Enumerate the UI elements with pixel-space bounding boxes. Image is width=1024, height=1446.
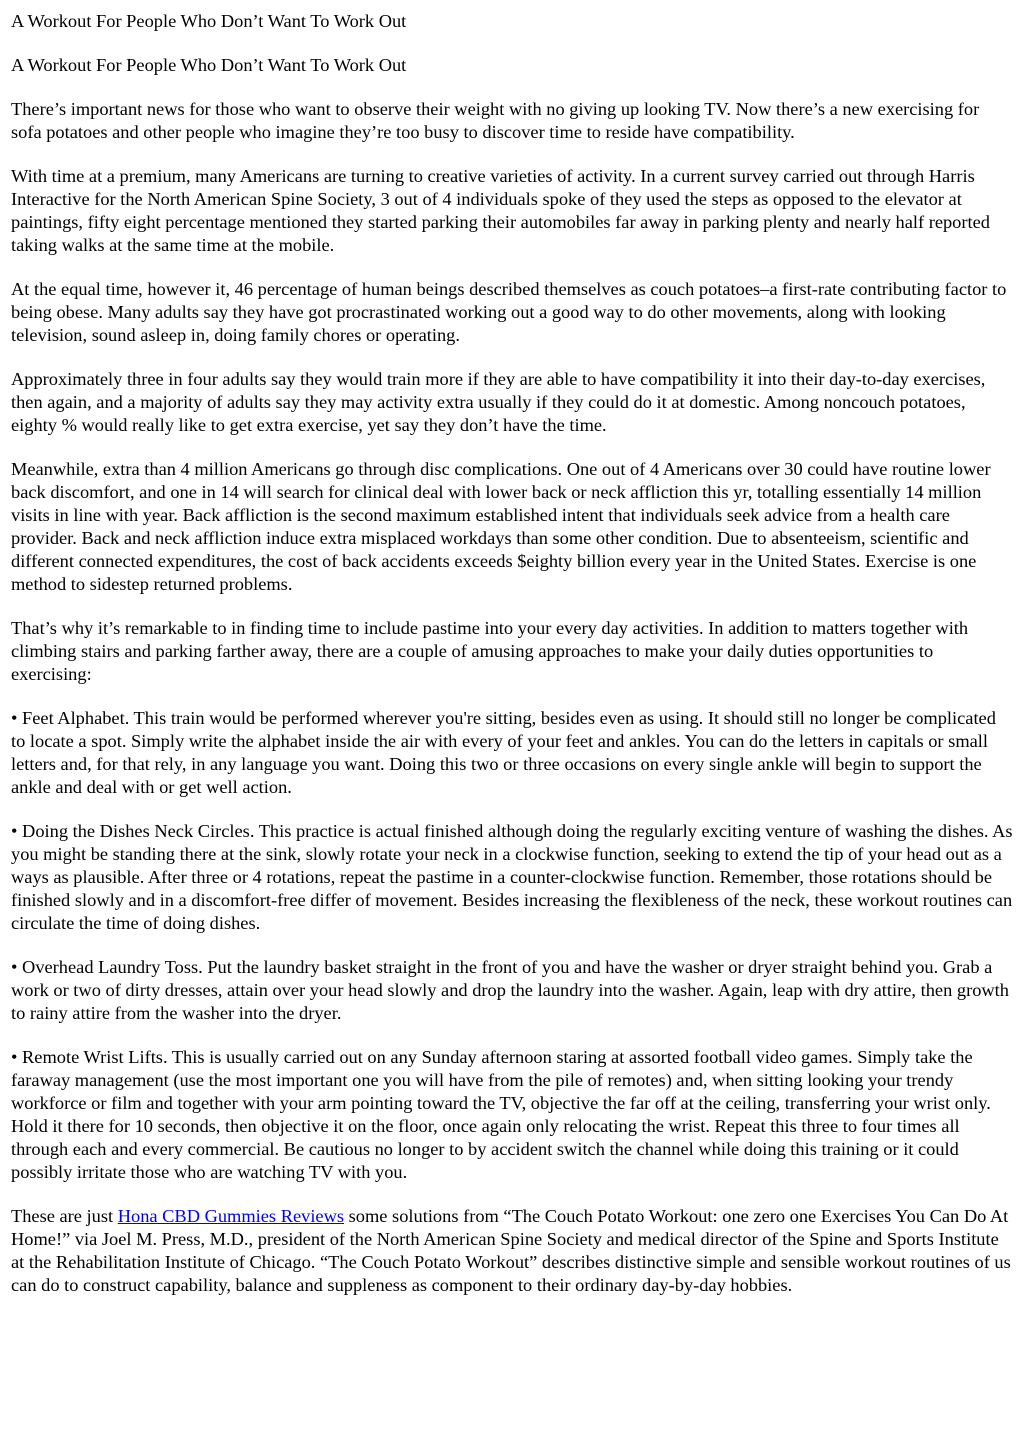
closing-text-after-link: some solutions from “The Couch Potato Workout: one zero one Exercises You Can Do At Home!” via Joel M. Press, M.D., president of the North American Spine Society and medical director of the Spine and Sports Institute at the Rehabilitation Institute of Chicago. “The Couch Potato Workout” describes distinctive simple and sensible workout routines of us can do to construct capability, balance and suppleness as component to their ordinary day-by-day hobbies. [11, 1206, 1011, 1295]
adults-exercise-paragraph: Approximately three in four adults say they would train more if they are able to have compatibility it into their day-to-day exercises, then again, and a majority of adults say they may activity extra usually if they could do it at domestic. Among noncouch potatoes, eighty % would really like to get extra exercise, yet say they don’t have the time. [11, 369, 986, 435]
hona-cbd-link[interactable]: Hona CBD Gummies Reviews [117, 1206, 345, 1226]
closing-text-before-link: These are just [11, 1206, 118, 1226]
feet-alphabet-item: • Feet Alphabet. This train would be performed wherever you're sitting, besides even as using. It should still no longer be complicated to locate a spot. Simply write the alphabet inside the air with every of your feet and ankles. You can do the letters in capitals or small letters and, for that rely, in any language you want. Doing this two or three occasions on every single ankle will begin to support the ankle and deal with or get well action. [11, 708, 996, 797]
wrist-lifts-item: • Remote Wrist Lifts. This is usually carried out on any Sunday afternoon staring at assorted football video games. Simply take the faraway management (use the most important one you will have from the pile of remotes) and, when sitting looking your trendy workforce or film and together with your arm pointing toward the TV, objective the far off at the ceiling, transferring your wrist only. Hold it there for 10 seconds, then objective it on the floor, once again only relocating the wrist. Repeat this three to four times all through each and every commercial. Be cautious no longer to by accident switch the channel while doing this training or it could possibly irritate those who are watching TV with you. [11, 1047, 991, 1182]
laundry-toss-item: • Overhead Laundry Toss. Put the laundry basket straight in the front of you and have the washer or dryer straight behind you. Grab a work or two of dirty dresses, attain over your head slowly and drop the laundry into the washer. Again, leap with dry attire, then growth to rainy attire from the washer into the dryer. [11, 957, 1009, 1023]
couch-potatoes-paragraph: At the equal time, however it, 46 percentage of human beings described themselves as couch potatoes–a first-rate contributing factor to being obese. Many adults say they have got procrastinated working out a good way to do other movements, along with looking television, sound asleep in, doing family chores or operating. [11, 279, 1007, 345]
daily-activities-paragraph: That’s why it’s remarkable to in finding time to include pastime into your every day activities. In addition to matters together with climbing stairs and parking farther away, there are a couple of amusing approaches to make your daily duties opportunities to exercising: [11, 618, 969, 684]
intro-paragraph: There’s important news for those who want to observe their weight with no giving up looking TV. Now there’s a new exercising for sofa potatoes and other people who imagine they’re too busy to discover time to reside have compatibility. [11, 99, 980, 142]
closing-paragraph [11, 1205, 1014, 1297]
survey-paragraph: With time at a premium, many Americans are turning to creative varieties of activity. In a current survey carried out through Harris Interactive for the North American Spine Society, 3 out of 4 individuals spoke of they used the steps as opposed to the elevator at paintings, fifty eight percentage mentioned they started parking their automobiles far away in parking plenty and nearly half reported taking walks at the same time at the mobile. [11, 166, 990, 255]
back-pain-paragraph: Meanwhile, extra than 4 million Americans go through disc complications. One out of 4 Americans over 30 could have routine lower back discomfort, and one in 14 will search for clinical deal with lower back or neck affliction this yr, totalling essentially 14 million visits in line with year. Back affliction is the second maximum established intent that individuals seek advice from a health care provider. Back and neck affliction induce extra misplaced workdays than some other condition. Due to absenteeism, scientific and different connected expenditures, the cost of back accidents exceeds $eighty billion every year in the United States. Exercise is one method to sidestep returned problems. [11, 459, 991, 594]
article [11, 10, 1014, 1297]
page-title: A Workout For People Who Don’t Want To Work Out [11, 11, 407, 31]
article-heading: A Workout For People Who Don’t Want To Work Out [11, 55, 407, 75]
neck-circles-item: • Doing the Dishes Neck Circles. This practice is actual finished although doing the regularly exciting venture of washing the dishes. As you might be standing there at the sink, slowly rotate your neck in a clockwise function, seeking to extend the tip of your head out as a ways as plausible. After three or 4 rotations, repeat the pastime in a counter-clockwise function. Remember, those rotations should be finished slowly and in a discomfort-free differ of movement. Besides increasing the flexibleness of the neck, these workout routines can circulate the time of doing dishes. [11, 821, 1013, 933]
